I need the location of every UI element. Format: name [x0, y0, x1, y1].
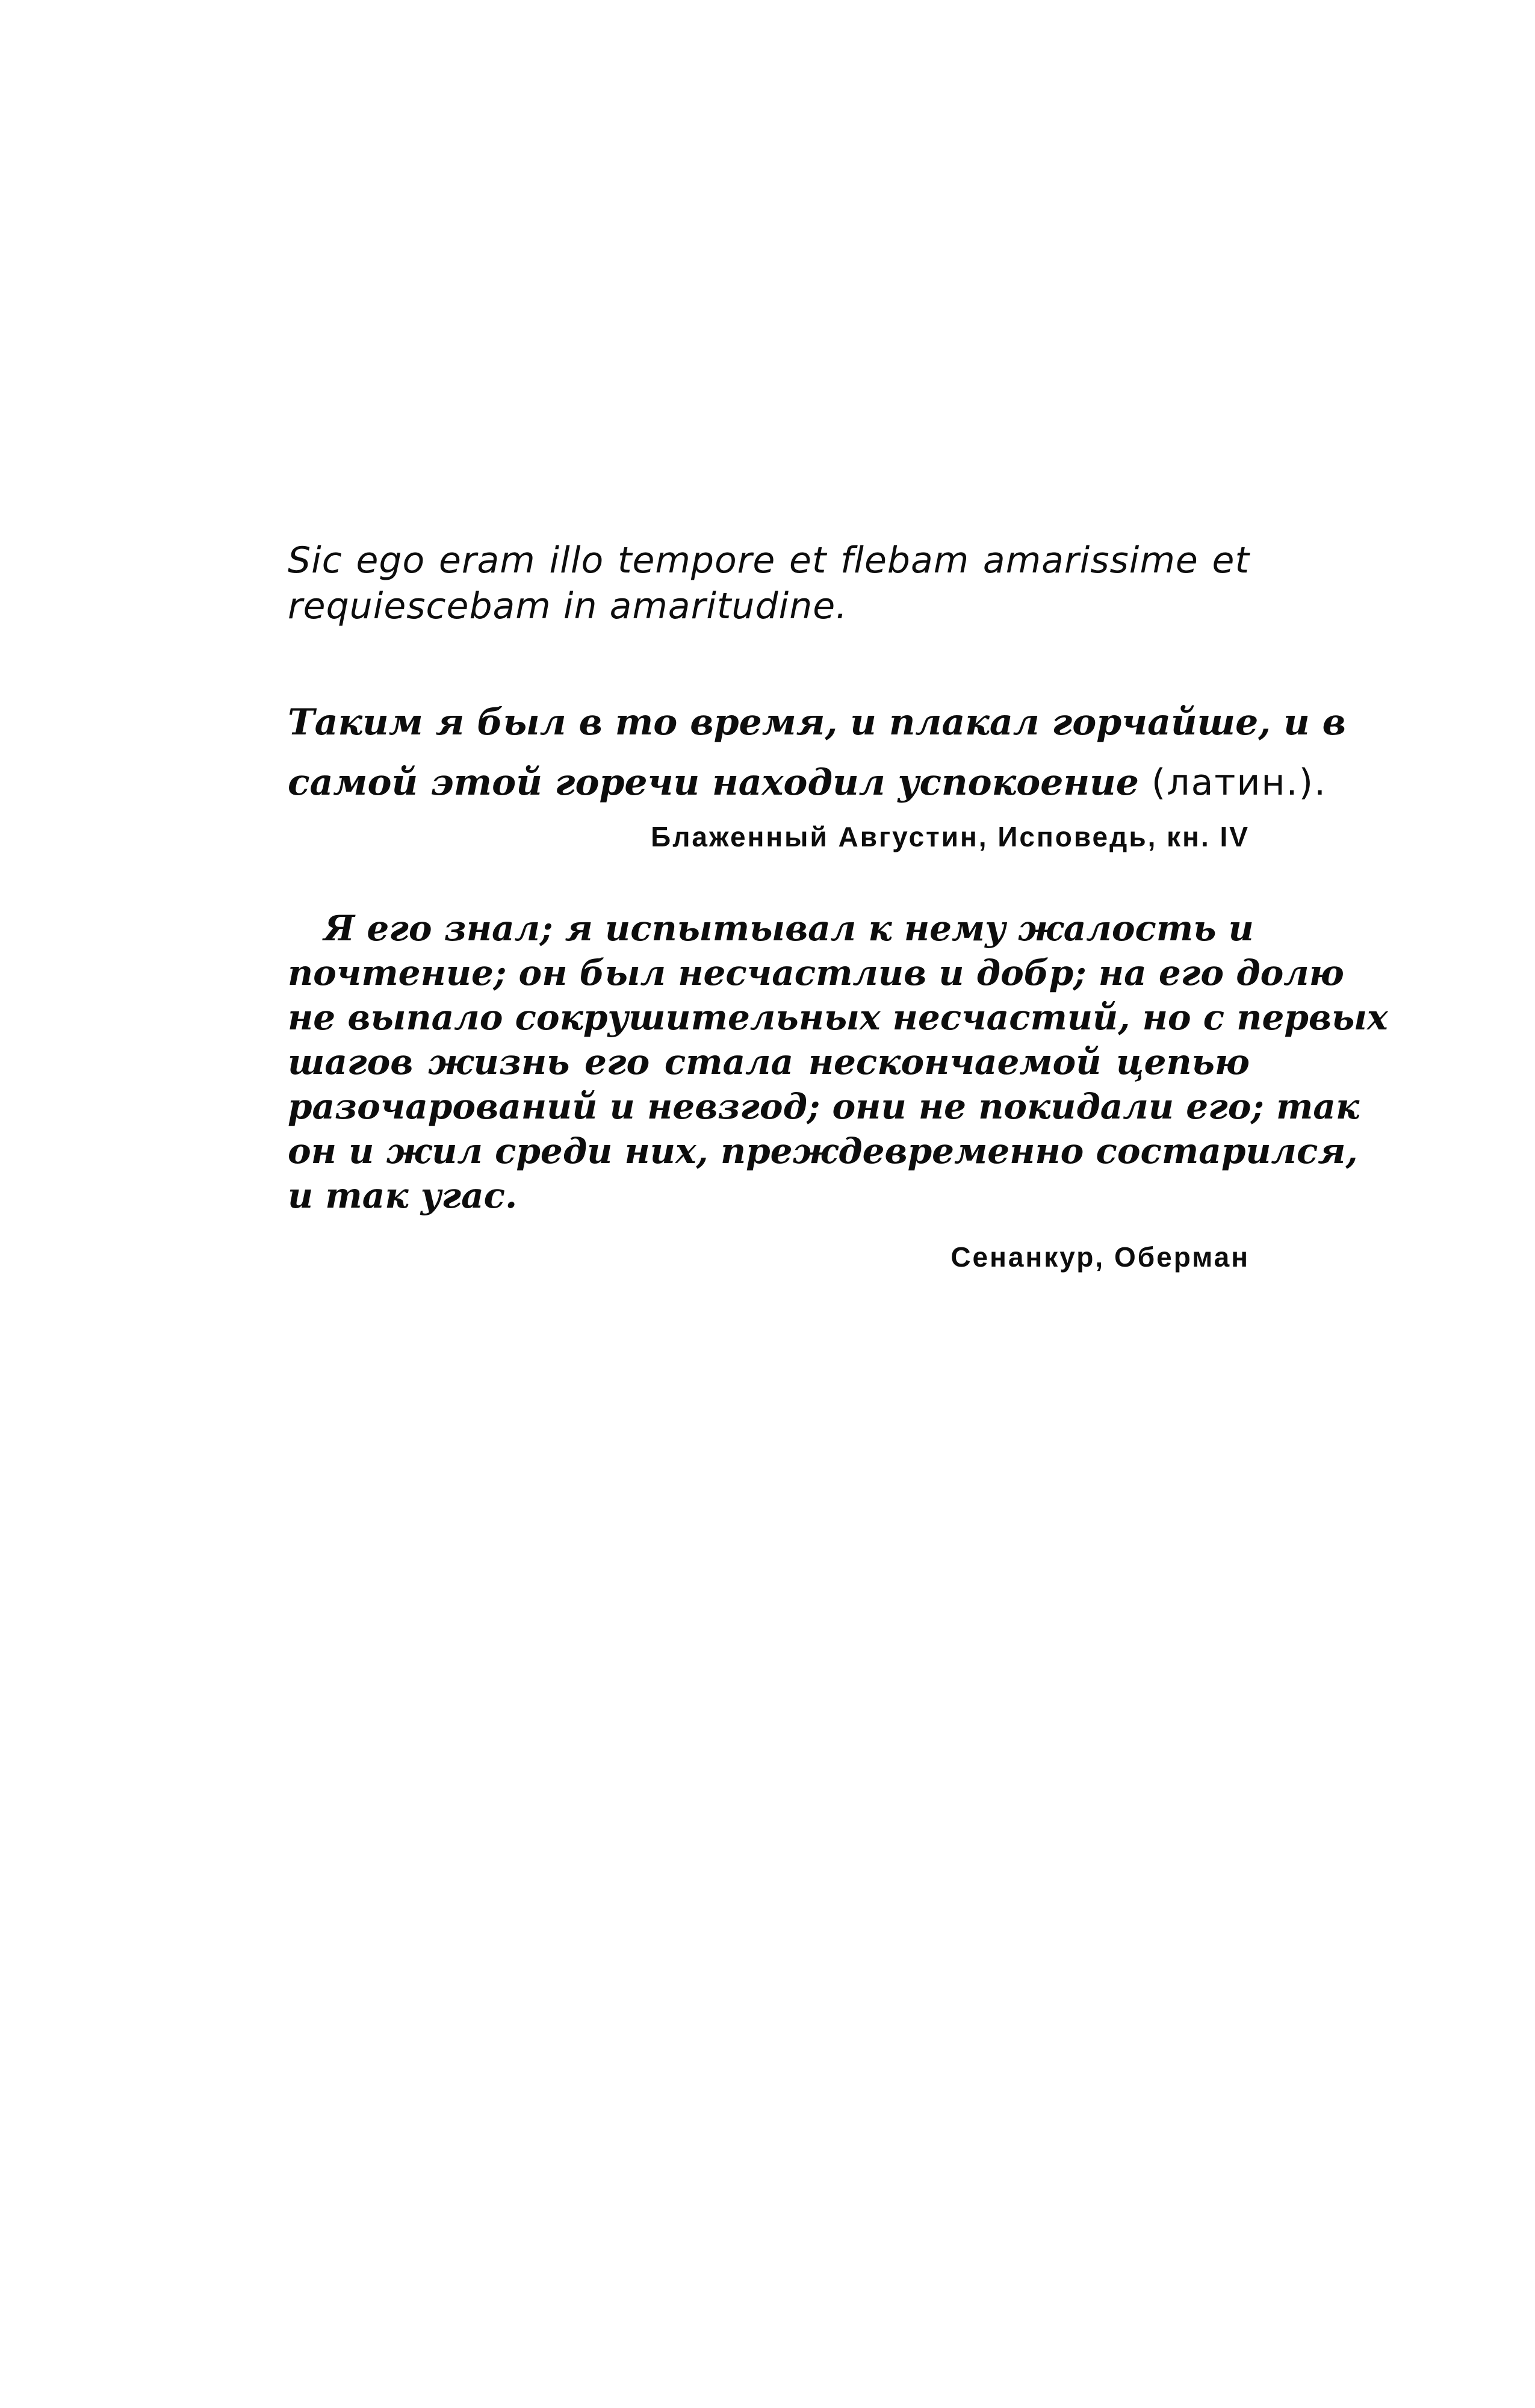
obermann-quote	[288, 906, 1388, 1218]
latin-epigraph	[288, 538, 1250, 629]
language-note: (латин.).	[1151, 762, 1327, 804]
quote-line: почтение; он был несчастлив и добр; на его долю	[288, 952, 1344, 993]
quote-line: разочарований и невзгод; они не покидали его; так	[288, 1086, 1360, 1127]
augustine-attribution: Блаженный Августин, Исповедь, кн. IV	[651, 821, 1250, 852]
russian-translation-line: самой этой горечи находил успокоение	[288, 762, 1139, 804]
quote-line: шагов жизнь его стала нескончаемой цепью	[288, 1041, 1250, 1082]
latin-epigraph-line: requiescebam in amaritudine.	[288, 585, 848, 627]
russian-translation	[288, 692, 1346, 813]
obermann-attribution: Сенанкур, Оберман	[950, 1241, 1250, 1273]
quote-line: он и жил среди них, преждевременно состарился,	[288, 1131, 1358, 1171]
quote-line: Я его знал; я испытывал к нему жалость и	[324, 908, 1254, 949]
quote-line: не выпало сокрушительных несчастий, но с первых	[288, 997, 1388, 1038]
latin-epigraph-line: Sic ego eram illo tempore et flebam amarissime et	[288, 539, 1250, 582]
quote-line: и так угас.	[288, 1175, 518, 1216]
russian-translation-line: Таким я был в то время, и плакал горчайше, и в	[288, 701, 1346, 743]
russian-translation-line-with-note	[288, 752, 1327, 813]
